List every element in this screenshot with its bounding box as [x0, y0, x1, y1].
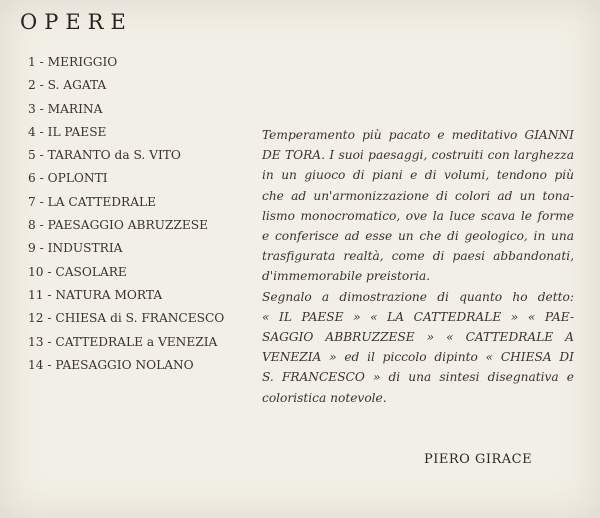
works-list [28, 51, 224, 377]
work-separator: - [39, 101, 44, 116]
works-list-item [28, 237, 224, 260]
work-number: 3 [28, 101, 36, 116]
signature: PIERO GIRACE [424, 452, 533, 467]
work-title: IL PAESE [47, 124, 107, 139]
works-list-item [28, 261, 224, 284]
work-separator: - [39, 218, 44, 233]
text-line: Segnalo a dimostrazione di quanto ho detto: [262, 289, 574, 304]
works-list-item [28, 307, 224, 330]
work-separator: - [39, 78, 44, 93]
text-line: DE TORA. I suoi paesaggi, costruiti con larghezza [262, 148, 574, 163]
text-line: S. FRANCESCO » di una sintesi disegnativa e [262, 370, 574, 385]
work-number: 12 [28, 311, 44, 326]
work-separator: - [39, 148, 44, 163]
work-title: CATTEDRALE a VENEZIA [55, 334, 218, 349]
text-line: lismo monocromatico, ove la luce scava le forme [262, 208, 574, 223]
work-title: MARINA [47, 101, 103, 116]
text-line: coloristica notevole. [262, 390, 387, 405]
work-number: 5 [28, 148, 36, 163]
work-number: 10 [28, 264, 44, 279]
text-line: VENEZIA » ed il piccolo dipinto « CHIESA DI [262, 350, 574, 365]
work-title: CHIESA di S. FRANCESCO [55, 311, 225, 326]
work-separator: - [47, 264, 52, 279]
text-line: d'immemorabile preistoria. [262, 269, 431, 284]
work-separator: - [39, 124, 44, 139]
text-line: in un giuoco di piani e di volumi, tendono più [262, 168, 574, 183]
text-line: che ad un'armonizzazione di colori ad un tona- [262, 188, 574, 203]
critical-text [262, 125, 574, 408]
works-list-item [28, 121, 224, 144]
text-line: « IL PAESE » « LA CATTEDRALE » « PAE- [262, 309, 574, 324]
work-title: PAESAGGIO NOLANO [55, 357, 194, 372]
works-list-item [28, 74, 224, 97]
work-separator: - [39, 194, 44, 209]
works-list-item [28, 354, 224, 377]
work-separator: - [47, 311, 52, 326]
work-number: 9 [28, 241, 36, 256]
work-title: LA CATTEDRALE [47, 194, 156, 209]
work-title: OPLONTI [47, 171, 108, 186]
work-title: INDUSTRIA [47, 241, 123, 256]
work-number: 7 [28, 194, 36, 209]
work-title: S. AGATA [47, 78, 107, 93]
work-number: 2 [28, 78, 36, 93]
works-list-item [28, 144, 224, 167]
works-list-item [28, 167, 224, 190]
text-line: SAGGIO ABBRUZZESE » « CATTEDRALE A [262, 330, 574, 345]
text-line: Temperamento più pacato e meditativo GIANNI [262, 128, 574, 142]
works-list-item [28, 331, 224, 354]
work-number: 1 [28, 55, 36, 69]
work-separator: - [47, 357, 52, 372]
work-number: 13 [28, 334, 44, 349]
page-title: OPERE [20, 10, 133, 34]
work-separator: - [47, 287, 52, 302]
work-separator: - [39, 241, 44, 256]
work-number: 6 [28, 171, 36, 186]
work-title: MERIGGIO [47, 55, 118, 69]
work-separator: - [47, 334, 52, 349]
works-list-item [28, 191, 224, 214]
work-title: PAESAGGIO ABRUZZESE [47, 218, 209, 233]
work-number: 8 [28, 218, 36, 233]
works-list-item [28, 284, 224, 307]
work-number: 11 [28, 287, 44, 302]
work-number: 4 [28, 124, 36, 139]
work-title: CASOLARE [55, 264, 127, 279]
works-list-item [28, 51, 224, 74]
works-list-item [28, 98, 224, 121]
work-number: 14 [28, 357, 44, 372]
work-title: TARANTO da S. VITO [47, 148, 181, 163]
work-separator: - [39, 55, 44, 69]
text-line: e conferisce ad esse un che di geologico, in una [262, 229, 574, 244]
text-line: trasfigurata realtà, come di paesi abbandonati, [262, 249, 574, 264]
work-separator: - [39, 171, 44, 186]
work-title: NATURA MORTA [55, 287, 163, 302]
works-list-item [28, 214, 224, 237]
